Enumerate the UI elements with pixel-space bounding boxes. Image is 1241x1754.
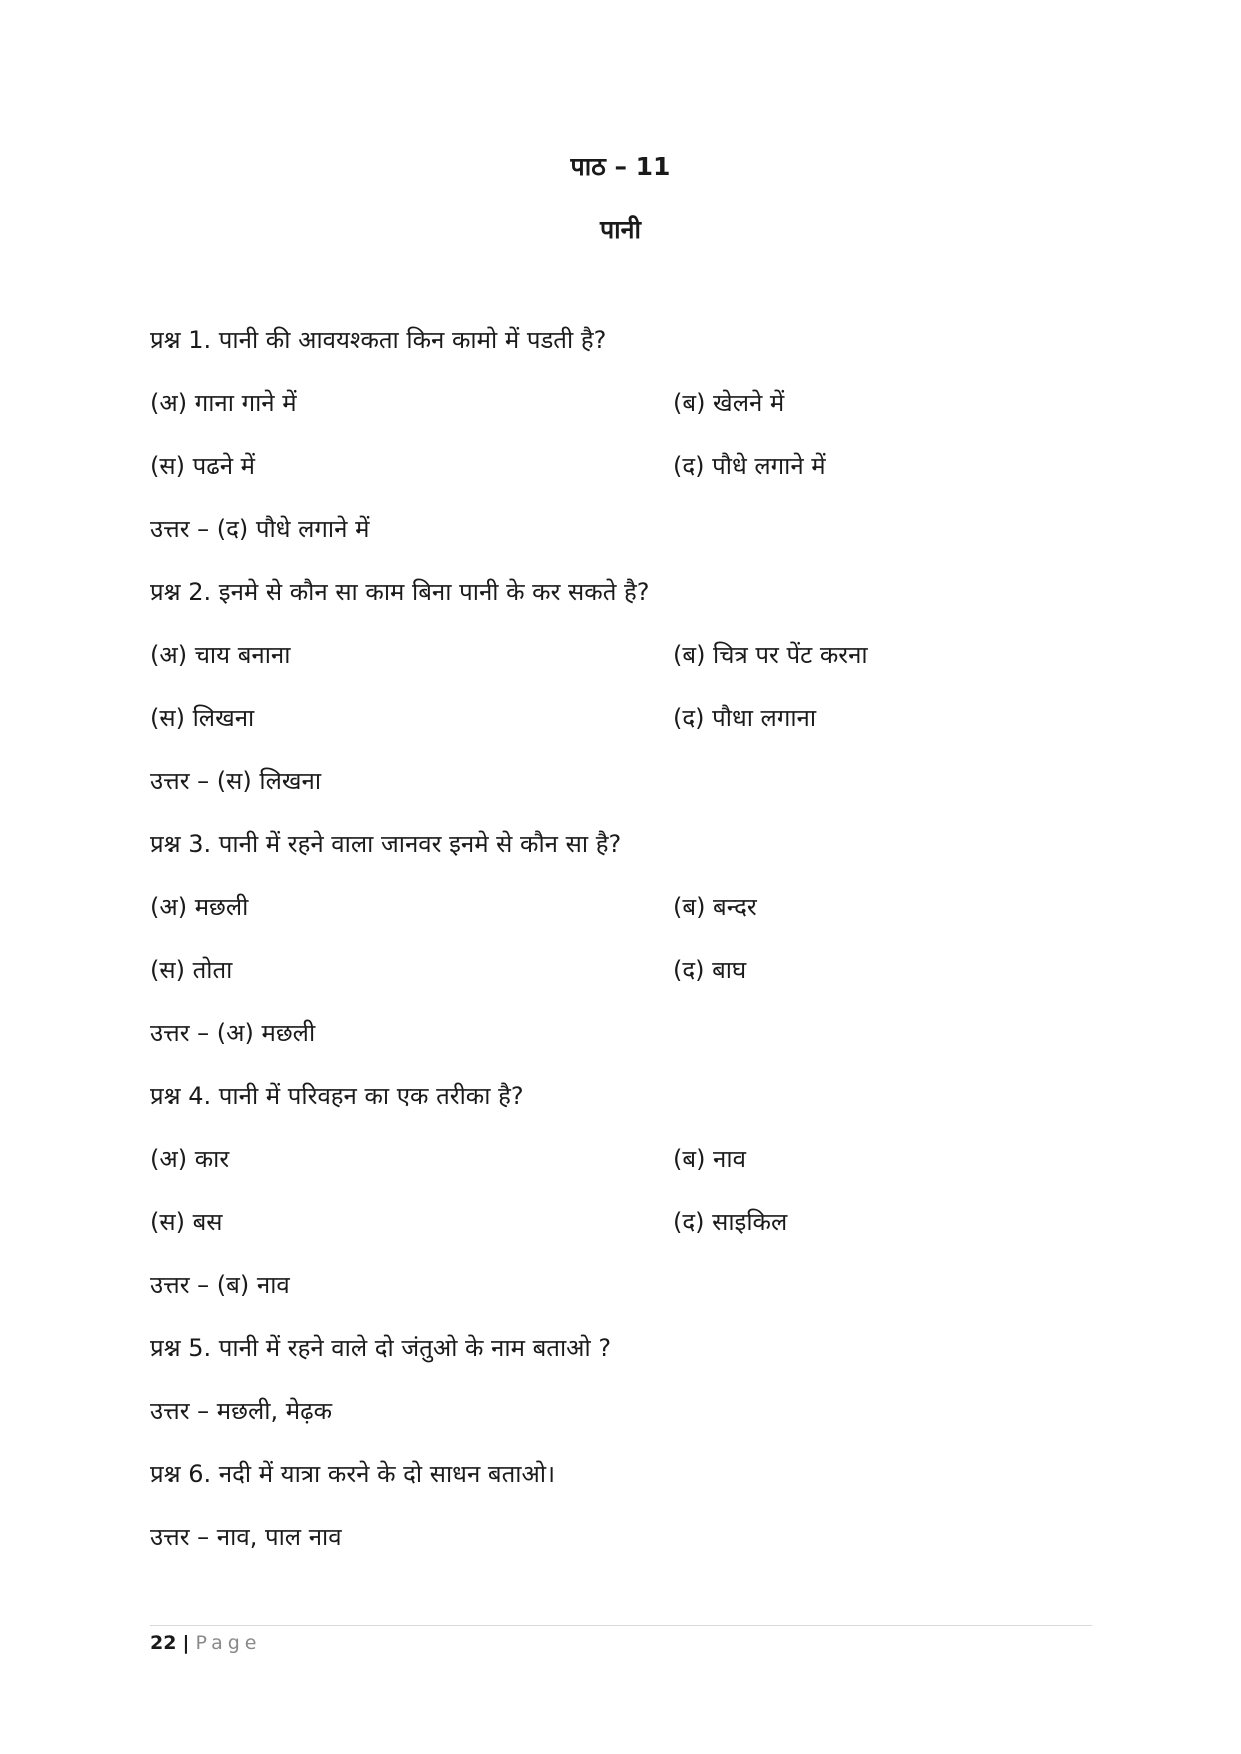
option-text: (अ) गाना गाने में: [150, 389, 297, 417]
footer-divider: [150, 1625, 1092, 1626]
question-text: प्रश्न 2. इनमे से कौन सा काम बिना पानी के कर सकते है?: [150, 578, 650, 606]
question-text: प्रश्न 6. नदी में यात्रा करने के दो साधन बताओ।: [150, 1460, 556, 1488]
option-text: (ब) नाव: [673, 1145, 746, 1173]
footer-separator: |: [182, 1632, 190, 1654]
lesson-number: पाठ – 11: [570, 152, 671, 181]
option-text: (द) बाघ: [673, 956, 747, 984]
answer-text: उत्तर – (स) लिखना: [150, 767, 322, 795]
answer-text: उत्तर – (अ) मछली: [150, 1019, 316, 1047]
option-text: (अ) चाय बनाना: [150, 641, 291, 669]
option-text: (अ) मछली: [150, 893, 249, 921]
question-text: प्रश्न 4. पानी में परिवहन का एक तरीका है?: [150, 1082, 524, 1110]
page-number: 22: [150, 1632, 177, 1654]
option-text: (स) पढने में: [150, 452, 256, 480]
option-text: (द) पौधा लगाना: [673, 704, 817, 732]
page-label: Page: [195, 1632, 262, 1654]
question-text: प्रश्न 1. पानी की आवयश्कता किन कामो में पडती है?: [150, 326, 607, 354]
answer-text: उत्तर – नाव, पाल नाव: [150, 1523, 342, 1551]
option-text: (द) पौधे लगाने में: [673, 452, 826, 480]
answer-text: उत्तर – मछली, मेढ़क: [150, 1397, 333, 1425]
option-text: (ब) चित्र पर पेंट करना: [673, 641, 868, 669]
option-text: (ब) खेलने में: [673, 389, 785, 417]
question-text: प्रश्न 3. पानी में रहने वाला जानवर इनमे से कौन सा है?: [150, 830, 622, 858]
page-footer: [150, 1629, 262, 1657]
lesson-title: पानी: [599, 215, 642, 244]
option-text: (अ) कार: [150, 1145, 230, 1173]
option-text: (द) साइकिल: [673, 1208, 788, 1236]
option-text: (स) तोता: [150, 956, 233, 984]
answer-text: उत्तर – (द) पौधे लगाने में: [150, 515, 370, 543]
question-text: प्रश्न 5. पानी में रहने वाले दो जंतुओ के नाम बताओ ?: [150, 1334, 612, 1362]
option-text: (ब) बन्दर: [673, 893, 757, 921]
option-text: (स) बस: [150, 1208, 223, 1236]
answer-text: उत्तर – (ब) नाव: [150, 1271, 290, 1299]
option-text: (स) लिखना: [150, 704, 255, 732]
